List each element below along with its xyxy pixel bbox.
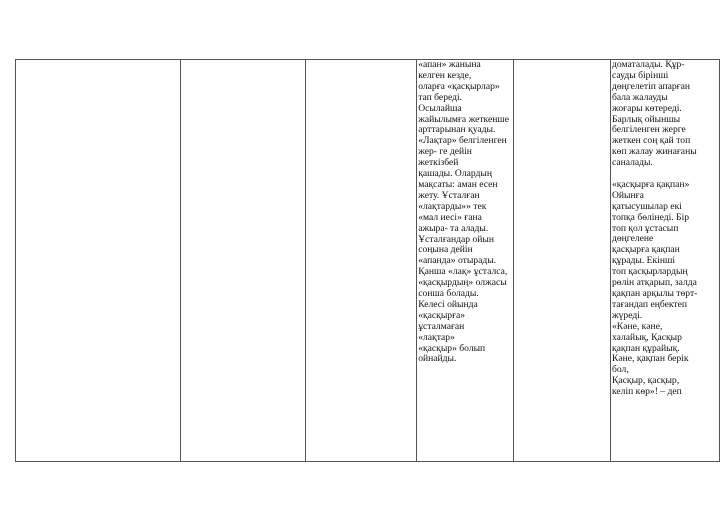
text-line: «лақтар» [418, 331, 455, 343]
table-cell-empty-2 [180, 60, 306, 462]
text-line: «Кәне, кәне, [612, 320, 663, 332]
text-line: жүреді. [612, 309, 643, 321]
text-line: құрады. Екінші [612, 255, 676, 267]
text-line: Осылайша [418, 102, 462, 114]
text-line: қатысушылар екі [612, 200, 682, 212]
text-line: арттарынан қуады. [418, 124, 496, 136]
table-cell-empty-5 [514, 60, 611, 462]
table-row [16, 60, 720, 462]
text-line: қашады. Олардың [418, 168, 492, 180]
text-line: Барлық ойыншы [612, 113, 681, 125]
text-line: дөңгелене [612, 233, 654, 245]
text-line: доматалады. Құр- [612, 59, 685, 70]
text-line: Келесі ойында [418, 298, 478, 310]
game-title: «қасқырға қақпан» [612, 178, 690, 190]
text-line: көп жалау жинағаны [612, 146, 697, 158]
text-line: келген кезде, [418, 69, 472, 81]
text-line: қақпан құрайық. [612, 342, 680, 354]
text-line: Ойынға [612, 189, 644, 201]
text-line: келіп көр»! – деп [612, 386, 682, 398]
text-line: «апанда» отырады. [418, 255, 497, 267]
text-line: «қасқыр» болып [418, 342, 486, 354]
text-line: тағандап еңбектеп [612, 298, 687, 310]
cell-text-column4 [417, 60, 513, 365]
text-line: топ қасқырлардың [612, 266, 688, 278]
text-line: қасқырға қақпан [612, 244, 680, 256]
text-line: «апан» жанына [418, 59, 481, 70]
text-line: «лақтарды»» тек [418, 200, 487, 212]
text-line: «қасқырдың» олжасы [418, 277, 507, 289]
text-line: жайылымға жеткенше [418, 113, 509, 125]
text-line: «қасқырға» [418, 309, 466, 321]
document-table [15, 59, 720, 462]
text-line: белгіленген жерге [612, 124, 686, 136]
text-line: рөлін атқарып, залда [612, 277, 697, 289]
text-line: «мал иесі» ғана [418, 211, 482, 223]
text-line: жету. Ұсталған [418, 189, 480, 201]
text-line: ұсталмаған [418, 320, 465, 332]
text-line: топқа бөлінеді. Бір [612, 211, 690, 223]
text-line: бол, [612, 364, 629, 376]
cell-text-column6 [611, 60, 719, 398]
text-line: соңына дейін [418, 244, 473, 256]
text-line: топ қол ұстасып [612, 222, 679, 234]
text-line: тап береді. [418, 91, 463, 103]
text-line: сонша болады. [418, 288, 479, 300]
table-cell-empty-3 [306, 60, 417, 462]
text-line: жеткізбей [418, 157, 459, 169]
text-line: жоғары көтереді. [612, 102, 682, 114]
table-cell-game-instructions [611, 60, 720, 462]
text-line: саналады. [612, 157, 653, 169]
text-line: дөңгелетіп апарған [612, 80, 690, 92]
text-line: «Лақтар» белгіленген [418, 135, 507, 147]
text-line: бала жалауды [612, 91, 668, 103]
text-line: Қасқыр, қасқыр, [612, 375, 680, 387]
text-line: жеткен соң қай топ [612, 135, 691, 147]
text-line: мақсаты: аман есен [418, 178, 498, 190]
text-line: оларға «қасқырлар» [418, 80, 500, 92]
text-line: жер- ге дейін [418, 146, 472, 158]
text-line: Қанша «лақ» ұсталса, [418, 266, 508, 278]
text-line: ажыра- та алады. [418, 222, 489, 234]
text-line: Кәне, қақпан берік [612, 353, 689, 365]
text-line: сауды бірінші [612, 69, 669, 81]
text-line: қақпан арқылы төрт- [612, 288, 698, 300]
table-cell-empty-1 [16, 60, 181, 462]
text-line: Ұсталғандар ойын [418, 233, 495, 245]
table-cell-game-description [417, 60, 514, 462]
text-line: ойнайды. [418, 353, 457, 365]
text-line: халайық, Қасқыр [612, 331, 682, 343]
